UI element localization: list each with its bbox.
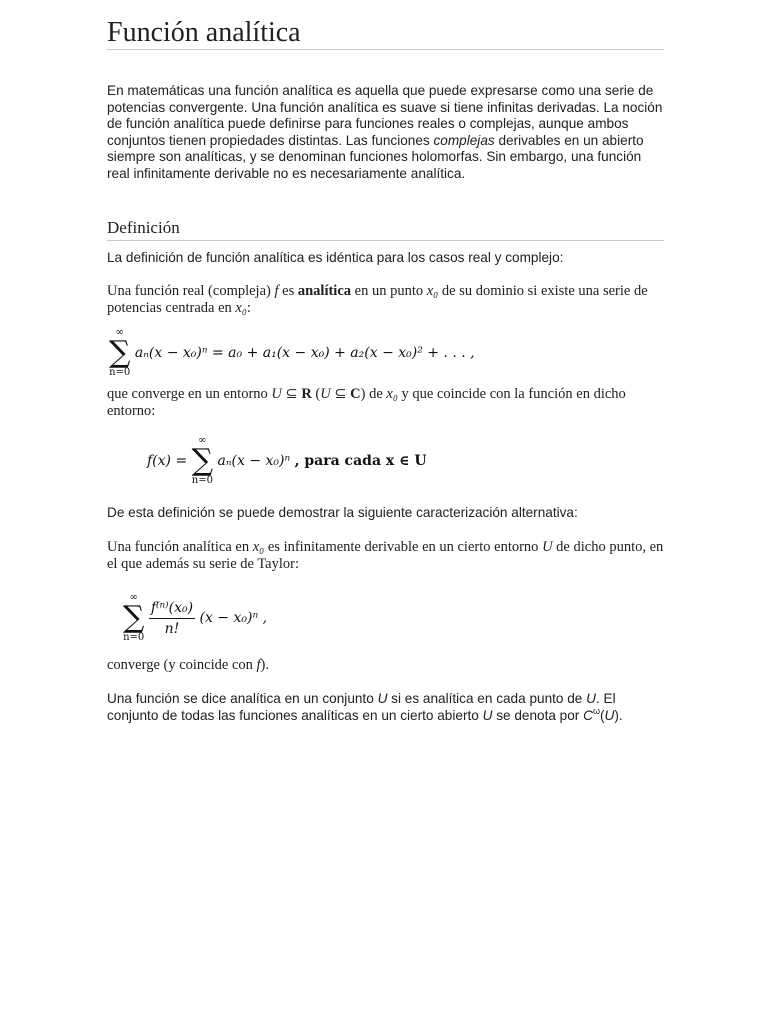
var-U: U bbox=[482, 707, 493, 723]
series-tail: (x − x₀)ⁿ , bbox=[199, 610, 268, 626]
var-f: f bbox=[274, 283, 279, 299]
text: en un punto bbox=[351, 283, 427, 299]
definition-intro: La definición de función analítica es idéntica para los casos real y complejo: bbox=[107, 250, 564, 265]
article bbox=[107, 0, 664, 723]
intro-text-2: derivables en un abierto siempre son analíticas, y se denominan funciones holomorfas. Sin embargo, una función real infinitamente derivable no es necesariamente analítica. bbox=[107, 132, 644, 181]
intro-paragraph bbox=[107, 83, 664, 183]
text: que converge en un entorno bbox=[107, 386, 272, 402]
convergence-paragraph bbox=[107, 386, 664, 419]
condition-text: , para cada x ∈ U bbox=[294, 453, 427, 469]
text: y que coincide con la función en dicho entorno: bbox=[107, 386, 626, 419]
series-expression: aₙ(x − x₀)ⁿ = a₀ + a₁(x − x₀) + a₂(x − x₀)² + . . . , bbox=[134, 345, 475, 361]
text: : bbox=[246, 299, 251, 316]
set-R: R bbox=[301, 386, 312, 402]
text: si es analítica en cada punto de bbox=[387, 691, 587, 706]
var-f: f bbox=[256, 657, 261, 673]
sum-symbol bbox=[192, 436, 213, 486]
text: ⊆ bbox=[330, 386, 351, 402]
var-U: U bbox=[377, 691, 388, 706]
sum-upper-limit: ∞ bbox=[115, 327, 124, 338]
text: ( bbox=[311, 386, 321, 402]
sum-lower-limit: n=0 bbox=[123, 632, 145, 643]
intro-italic: complejas bbox=[433, 132, 495, 148]
text: es infinitamente derivable en un cierto entorno bbox=[264, 539, 543, 555]
var-U: U bbox=[542, 539, 553, 555]
set-C: C bbox=[350, 386, 361, 402]
fraction-numerator: f⁽ⁿ⁾(x₀) bbox=[149, 600, 195, 619]
text: de su dominio si existe una serie de potencias centrada en bbox=[107, 283, 648, 316]
set-definition-paragraph bbox=[107, 691, 664, 724]
page-title: Función analítica bbox=[107, 0, 664, 50]
sum-upper-limit: ∞ bbox=[129, 592, 138, 603]
sigma-glyph: ∑ bbox=[191, 443, 214, 478]
function-lhs: f(x) = bbox=[147, 453, 188, 469]
text: es bbox=[278, 283, 298, 299]
text: Una función se dice analítica en un conjunto bbox=[107, 691, 378, 706]
equation-power-series bbox=[109, 328, 475, 378]
text: ⊆ bbox=[281, 386, 302, 402]
sum-symbol bbox=[123, 593, 144, 643]
sigma-glyph: ∑ bbox=[109, 335, 131, 370]
converge-paragraph bbox=[107, 657, 664, 674]
section-heading-definicion: Definición bbox=[107, 217, 664, 241]
sum-lower-limit: n=0 bbox=[191, 475, 213, 486]
alternative-intro: De esta definición se puede demostrar la siguiente caracterización alternativa: bbox=[107, 505, 578, 520]
sigma-glyph: ∑ bbox=[123, 600, 145, 635]
text: converge (y coincide con bbox=[107, 657, 257, 673]
text: ). bbox=[260, 657, 270, 673]
text: se denota por bbox=[492, 707, 584, 723]
text: de dicho punto, en el que además su serie de Taylor: bbox=[107, 539, 664, 572]
fraction-denominator: n! bbox=[164, 620, 180, 637]
var-C: C bbox=[583, 707, 593, 723]
term-analitica: analítica bbox=[297, 283, 352, 299]
equation-function-series bbox=[147, 436, 427, 486]
omega-superscript: ω bbox=[592, 705, 600, 716]
sum-upper-limit: ∞ bbox=[198, 435, 207, 446]
var-x0: x₀ bbox=[426, 283, 439, 299]
text: ). bbox=[614, 707, 623, 723]
text: Una función real (compleja) bbox=[107, 283, 275, 299]
text: . El conjunto de todas las funciones analíticas en un cierto abierto bbox=[107, 691, 616, 723]
var-U: U bbox=[586, 691, 596, 706]
text: Una función analítica en bbox=[107, 539, 253, 555]
sum-symbol bbox=[109, 328, 130, 378]
sum-lower-limit: n=0 bbox=[109, 367, 131, 378]
var-x0: x₀ bbox=[235, 299, 247, 316]
equation-taylor-series bbox=[123, 593, 267, 643]
series-expression: aₙ(x − x₀)ⁿ bbox=[217, 453, 291, 469]
var-x0: x₀ bbox=[386, 386, 398, 402]
var-U: U bbox=[320, 386, 331, 402]
text: ) de bbox=[360, 386, 387, 402]
taylor-paragraph bbox=[107, 539, 664, 572]
intro-text-1: En matemáticas una función analítica es aquella que puede expresarse como una serie de potencias convergente. Una función analítica es suave si tiene infinitas derivadas. La noción de función analítica puede definirse para funciones reales o complejas, aunque ambos conjuntos tienen propiedades distintas. Las funciones bbox=[107, 83, 663, 148]
taylor-fraction bbox=[149, 600, 195, 637]
text: ( bbox=[599, 707, 605, 723]
definition-paragraph bbox=[107, 283, 664, 316]
var-U: U bbox=[271, 386, 282, 402]
var-x0: x₀ bbox=[252, 539, 265, 555]
var-U: U bbox=[604, 707, 615, 723]
